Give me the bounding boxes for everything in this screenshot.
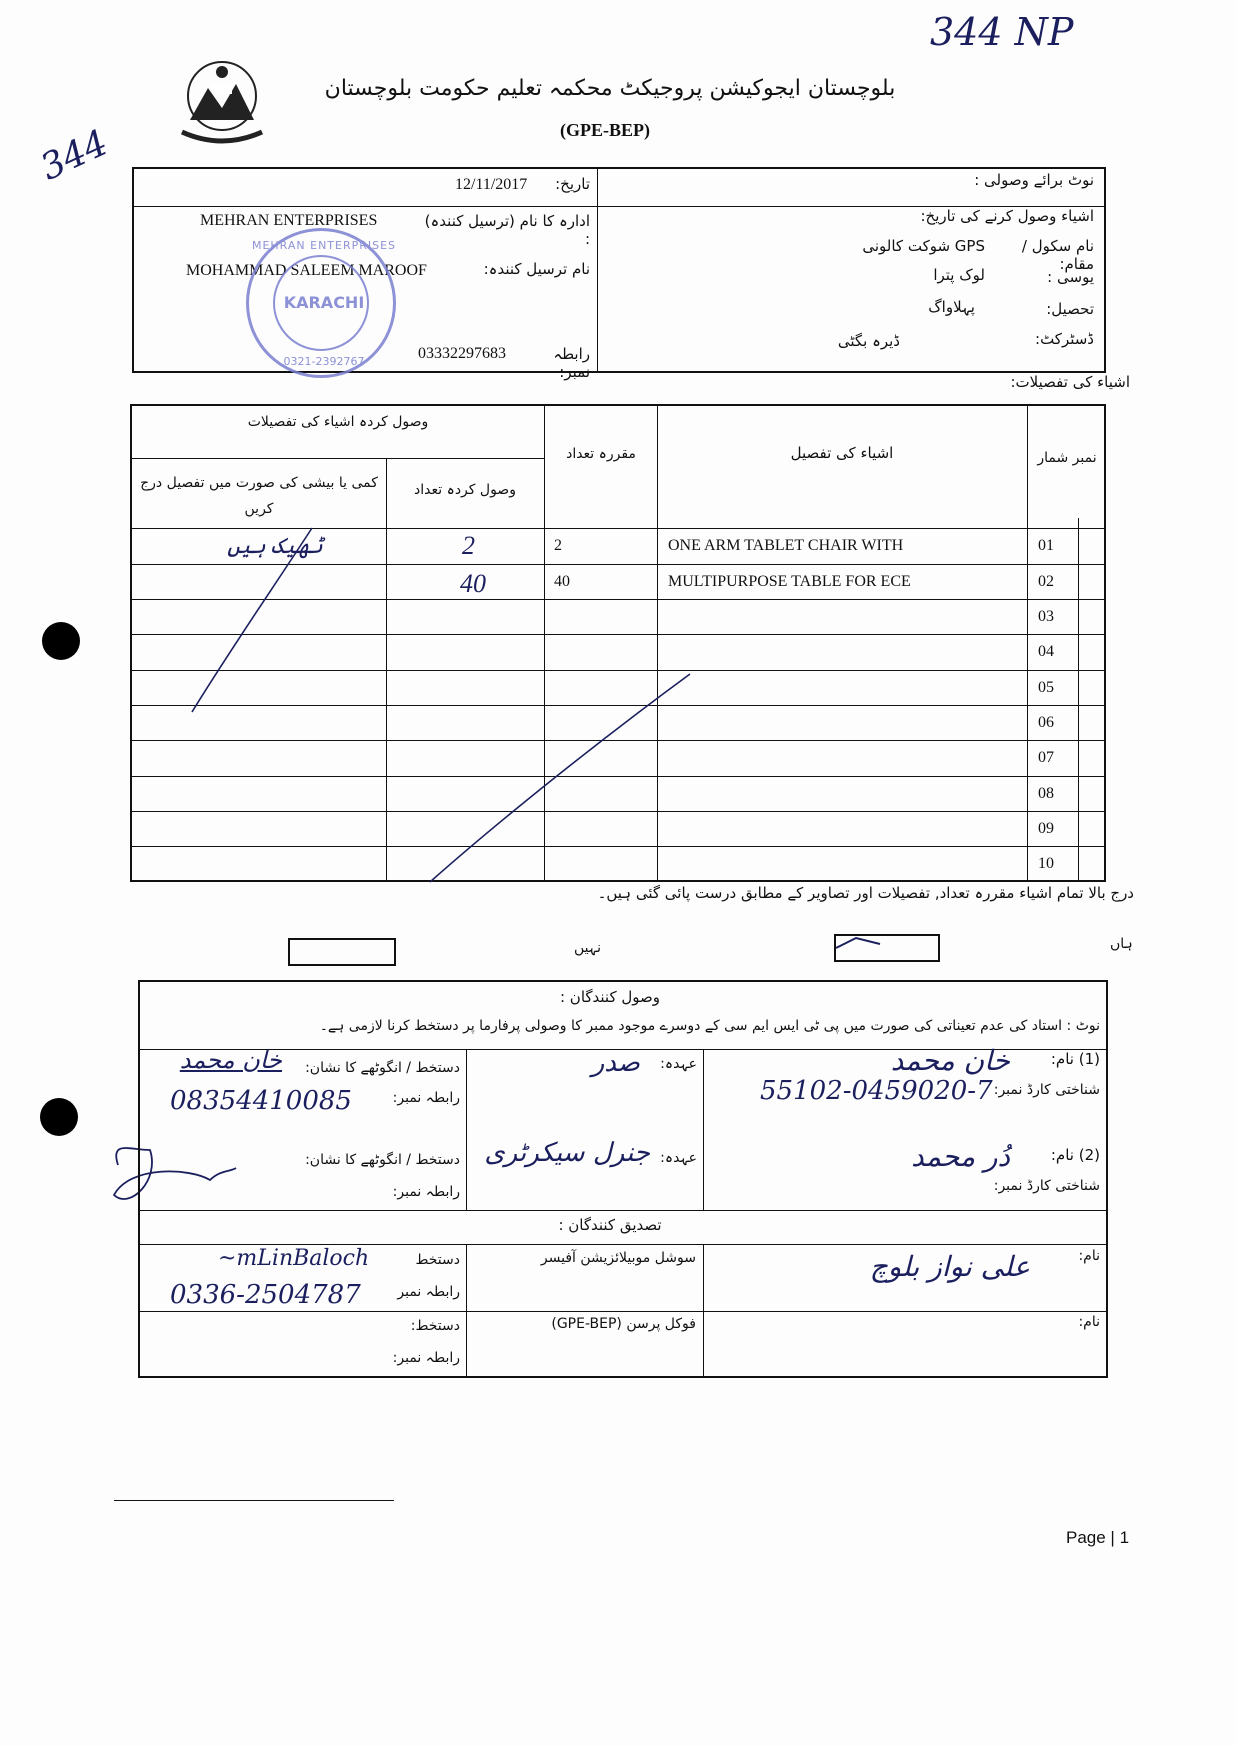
receiver1-name: خان محمد (890, 1044, 1010, 1077)
verifier2-name-label: نام: (1078, 1314, 1100, 1330)
row-shortage: ٹھیک ہیں (227, 533, 323, 558)
district-value: ڈیرہ بگٹی (837, 332, 900, 350)
tehsil-label: تحصیل: (1046, 300, 1094, 318)
date-label: تاریخ: (555, 175, 590, 193)
school-label: نام سکول / مقام: (1021, 237, 1094, 273)
school-value: GPS شوکت کالونی (862, 237, 985, 255)
row-serial: 07 (1038, 749, 1054, 766)
row-serial: 02 (1038, 573, 1054, 590)
row-received-qty: 2 (462, 531, 475, 560)
tehsil-value: پہلاواگ (928, 298, 975, 316)
date-value: 12/11/2017 (455, 176, 528, 193)
uc-label: یوسی : (1047, 268, 1094, 286)
contact-value: 03332297683 (418, 345, 506, 362)
verifier1-role: سوشل موبیلائزیشن آفیسر (540, 1250, 696, 1266)
statement-text: درج بالا تمام اشیاء مقررہ تعداد, تفصیلات اور تصاویر کے مطابق درست پائی گئی ہیں۔ (597, 884, 1134, 902)
row-serial: 08 (1038, 785, 1054, 802)
receiver1-signature: خان محمد (179, 1046, 282, 1074)
verifier2-sign-label: دستخط: (410, 1318, 460, 1334)
verifier1-contact-label: رابطہ نمبر (397, 1284, 460, 1300)
header-shortage: کمی یا بیشی کی صورت میں تفصیل درج کریں (140, 475, 378, 517)
receiver2-post-label: عہدہ: (660, 1150, 697, 1166)
receiver2-cnic-label: شناختی کارڈ نمبر: (993, 1178, 1100, 1194)
receivers-title: وصول کنندگان : (559, 988, 660, 1006)
reference-number: 344 NP (930, 10, 1074, 54)
receiver2-name: دُر محمد (911, 1140, 1010, 1173)
header-received-group: وصول کردہ اشیاء کی تفصیلات (247, 414, 429, 430)
row-serial: 01 (1038, 537, 1054, 554)
row-description: MULTIPURPOSE TABLE FOR ECE (668, 573, 911, 590)
row-serial: 10 (1038, 855, 1054, 872)
receiver2-name-label: (2) نام: (1050, 1146, 1100, 1164)
header-description: اشیاء کی تفصیل (790, 444, 894, 462)
page-number: Page | 1 (1066, 1528, 1130, 1547)
verifier1-name-label: نام: (1078, 1248, 1100, 1264)
receiver1-name-label: (1) نام: (1050, 1050, 1100, 1068)
receive-date-label: اشیاء وصول کرنے کی تاریخ: (920, 207, 1094, 225)
verifiers-title: تصدیق کنندگان : (558, 1216, 662, 1234)
receiver1-contact: 08354410085 (170, 1086, 352, 1116)
row-fixed-qty: 40 (554, 573, 570, 590)
sender-value: MOHAMMAD SALEEM MAROOF (186, 262, 427, 279)
verifier1-name: علی نواز بلوچ (869, 1250, 1030, 1283)
uc-value: لوک پترا (933, 266, 985, 284)
receiver1-post-label: عہدہ: (660, 1056, 697, 1072)
receiver2-post: جنرل سیکرٹری (484, 1138, 650, 1168)
receiver1-post: صدر (591, 1048, 640, 1078)
verifier1-sign-label: دستخط (415, 1252, 460, 1268)
org-value: MEHRAN ENTERPRISES (200, 212, 378, 229)
row-serial: 03 (1038, 608, 1054, 625)
sender-label: نام ترسیل کنندہ: (483, 260, 590, 278)
items-title: اشیاء کی تفصیلات: (1010, 373, 1130, 391)
header-received-qty: وصول کردہ تعداد (414, 482, 516, 498)
header-serial: نمبر شمار (1037, 450, 1097, 466)
header-fixed-qty: مقررہ تعداد (566, 446, 636, 462)
verifier1-signature: ~mLinBaloch (218, 1246, 370, 1271)
header-title: بلوچستان ایجوکیشن پروجیکٹ محکمہ تعلیم حکومت بلوچستان (324, 76, 896, 101)
row-serial: 04 (1038, 643, 1054, 660)
footnote-divider (114, 1500, 394, 1501)
receivers-note: نوٹ : استاد کی عدم تعیناتی کی صورت میں پی ٹی ایس ایم سی کے دوسرے موجود ممبر کا وصولی پرفارما پر دستخط کرنا لازمی ہے۔ (319, 1018, 1100, 1034)
verifier2-contact-label: رابطہ نمبر: (392, 1350, 460, 1366)
district-label: ڈسٹرکٹ: (1035, 330, 1094, 348)
yes-checkbox[interactable] (834, 934, 940, 962)
org-label: ادارہ کا نام (ترسیل کنندہ) : (424, 212, 590, 248)
verifier2-role: فوکل پرسن (GPE-BEP) (551, 1316, 696, 1332)
receiver1-cnic: 55102-0459020-7 (760, 1076, 993, 1106)
receiver2-contact-label: رابطہ نمبر: (392, 1184, 460, 1200)
row-description: ONE ARM TABLET CHAIR WITH (668, 537, 904, 554)
yes-label: ہاں (1110, 936, 1133, 952)
receiver2-sign-label: دستخط / انگوٹھے کا نشان: (305, 1152, 460, 1168)
row-fixed-qty: 2 (554, 537, 562, 554)
row-serial: 09 (1038, 820, 1054, 837)
header-subtitle: (GPE-BEP) (560, 120, 650, 140)
row-received-qty: 40 (460, 569, 486, 598)
verifier1-contact: 0336-2504787 (170, 1280, 361, 1310)
no-checkbox[interactable] (288, 938, 396, 966)
receiver1-contact-label: رابطہ نمبر: (392, 1090, 460, 1106)
receipt-note-label: نوٹ برائے وصولی : (974, 171, 1094, 189)
row-serial: 05 (1038, 679, 1054, 696)
contact-label: رابطہ نمبر: (553, 345, 590, 381)
row-serial: 06 (1038, 714, 1054, 731)
margin-number: 344 (34, 122, 115, 189)
receiver1-cnic-label: شناختی کارڈ نمبر: (993, 1082, 1100, 1098)
company-stamp: MEHRAN ENTERPRISES KARACHI 0321-2392767 (246, 228, 396, 378)
receiver1-sign-label: دستخط / انگوٹھے کا نشان: (305, 1060, 460, 1076)
no-label: نہیں (574, 940, 601, 956)
